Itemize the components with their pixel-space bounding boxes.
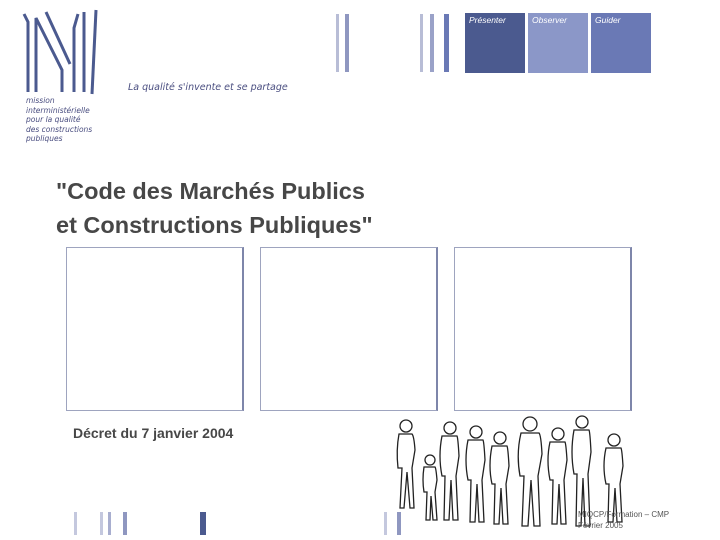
tab-presenter[interactable]: Présenter: [465, 13, 525, 73]
org-line: mission: [26, 96, 55, 105]
org-line: publiques: [26, 134, 63, 143]
org-line: des constructions: [26, 124, 93, 134]
photo-frame: [260, 247, 438, 411]
photo-frame: [454, 247, 632, 411]
org-line: pour la qualité: [26, 115, 81, 124]
footer-text: [578, 509, 669, 531]
decorative-bar: [74, 512, 77, 535]
decorative-bar: [430, 14, 434, 72]
title-line: "Code des Marchés Publics: [56, 178, 365, 204]
page-title: [56, 174, 373, 242]
footer-line: Février 2005: [578, 521, 623, 530]
org-name: [26, 96, 92, 144]
decorative-bar: [336, 14, 339, 72]
decorative-bar: [397, 512, 401, 535]
photo-frame: [66, 247, 244, 411]
tab-guider[interactable]: Guider: [591, 13, 651, 73]
decorative-bar: [108, 512, 111, 535]
decorative-bar: [420, 14, 423, 72]
tab-observer[interactable]: Observer: [528, 13, 588, 73]
decree-subtitle: Décret du 7 janvier 2004: [73, 425, 234, 441]
decorative-bar: [444, 14, 449, 72]
decorative-bar: [345, 14, 349, 72]
title-line: et Constructions Publiques": [56, 212, 373, 238]
decorative-bar: [123, 512, 127, 535]
decorative-bar: [100, 512, 103, 535]
decorative-bar: [384, 512, 387, 535]
decorative-bar: [200, 512, 206, 535]
footer-line: MIQCP/Formation – CMP: [578, 510, 670, 519]
org-line: interministérielle: [26, 105, 90, 115]
tagline: La qualité s'invente et se partage: [128, 82, 288, 93]
mi-logo-icon: [22, 8, 102, 96]
